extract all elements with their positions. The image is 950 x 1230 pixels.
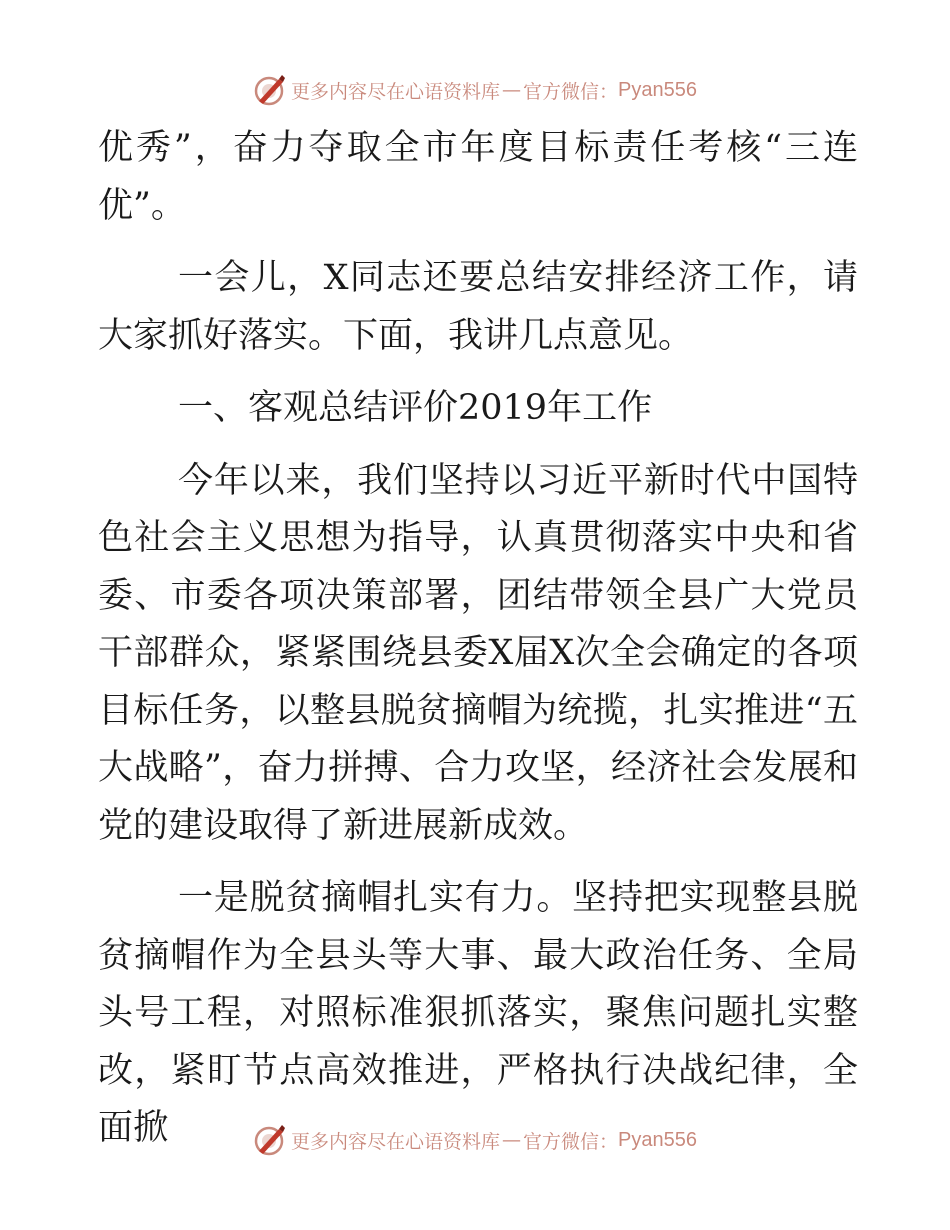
footer-watermark <box>0 1120 950 1160</box>
watermark-dash: — <box>502 79 522 101</box>
paragraph-summary: 今年以来，我们坚持以习近平新时代中国特色社会主义思想为指导，认真贯彻落实中央和省委、市委各项决策部署，团结带领全县广大党员干部群众，紧紧围绕县委X届X次全会确定的各项目标任务，以整县脱贫摘帽为统揽，扎实推进“五大战略”，奋力拼搏、合力攻坚，经济社会发展和党的建设取得了新进展新成效。 <box>98 460 858 846</box>
pen-logo-icon <box>253 73 287 107</box>
header-watermark <box>0 70 950 110</box>
section-heading: 一、客观总结评价2019年工作 <box>178 388 653 428</box>
watermark-text: 更多内容尽在心语资料库 <box>291 1130 501 1153</box>
pen-logo-icon <box>253 1123 287 1157</box>
watermark-dash: — <box>502 1129 522 1151</box>
watermark-wechat-id: Pyan556 <box>618 1128 697 1151</box>
document-body <box>98 120 858 1173</box>
paragraph-poverty: 一是脱贫摘帽扎实有力。坚持把实现整县脱贫摘帽作为全县头等大事、最大政治任务、全局头号工程，对照标准狠抓落实，聚焦问题扎实整改，紧盯节点高效推进，严格执行决战纪律，全面掀 <box>98 878 858 1148</box>
watermark-wechat-id: Pyan556 <box>618 78 697 101</box>
watermark-official-label: 官方微信： <box>523 80 619 103</box>
paragraph-continuation: 优秀”，奋力夺取全市年度目标责任考核“三连优”。 <box>98 128 858 226</box>
watermark-text: 更多内容尽在心语资料库 <box>291 80 501 103</box>
paragraph-intro: 一会儿，X同志还要总结安排经济工作，请大家抓好落实。下面，我讲几点意见。 <box>98 258 858 356</box>
watermark-official-label: 官方微信： <box>523 1130 619 1153</box>
